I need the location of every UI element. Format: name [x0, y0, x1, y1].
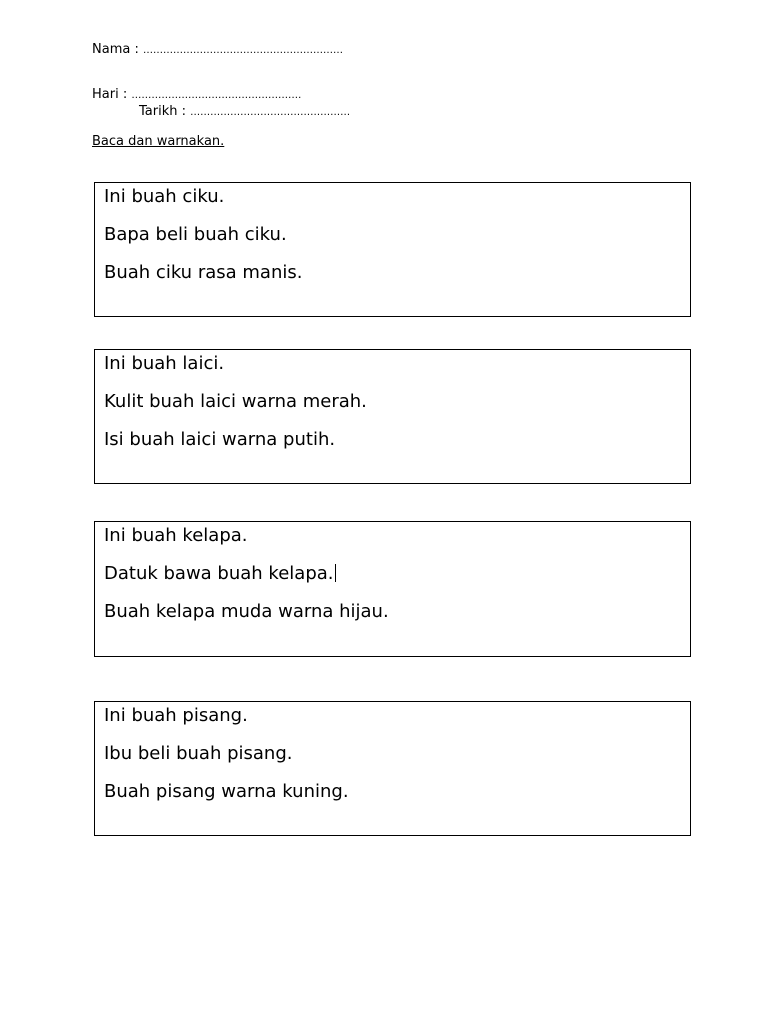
nama-field[interactable] [92, 42, 343, 59]
box-line: Isi buah laici warna putih. [104, 429, 336, 450]
box-line: Ibu beli buah pisang. [104, 743, 293, 764]
hari-dots: …………………………………………… [131, 90, 302, 101]
tarikh-label: Tarikh : [139, 104, 191, 119]
box-line: Buah ciku rasa manis. [104, 262, 303, 283]
reading-box-laici [94, 349, 691, 484]
nama-dots: …………………………………………………… [142, 45, 343, 56]
box-line-with-cursor[interactable] [104, 563, 336, 585]
box-line: Buah pisang warna kuning. [104, 781, 349, 802]
reading-box-ciku [94, 182, 691, 317]
box-line: Kulit buah laici warna merah. [104, 391, 367, 412]
instruction-text: Baca dan warnakan. [92, 134, 225, 149]
box-line: Buah kelapa muda warna hijau. [104, 601, 389, 622]
hari-label: Hari : [92, 87, 132, 102]
hari-field[interactable] [92, 87, 301, 104]
text-cursor [335, 564, 336, 582]
box-line: Ini buah ciku. [104, 186, 225, 207]
tarikh-field[interactable] [139, 104, 350, 121]
tarikh-dots: ………………………………………… [190, 107, 351, 118]
reading-box-pisang [94, 701, 691, 836]
box-line-text: Datuk bawa buah kelapa. [104, 563, 334, 584]
nama-label: Nama : [92, 42, 143, 57]
box-line: Ini buah laici. [104, 353, 225, 374]
reading-box-kelapa [94, 521, 691, 657]
box-line: Ini buah kelapa. [104, 525, 248, 546]
box-line: Bapa beli buah ciku. [104, 224, 287, 245]
box-line: Ini buah pisang. [104, 705, 248, 726]
